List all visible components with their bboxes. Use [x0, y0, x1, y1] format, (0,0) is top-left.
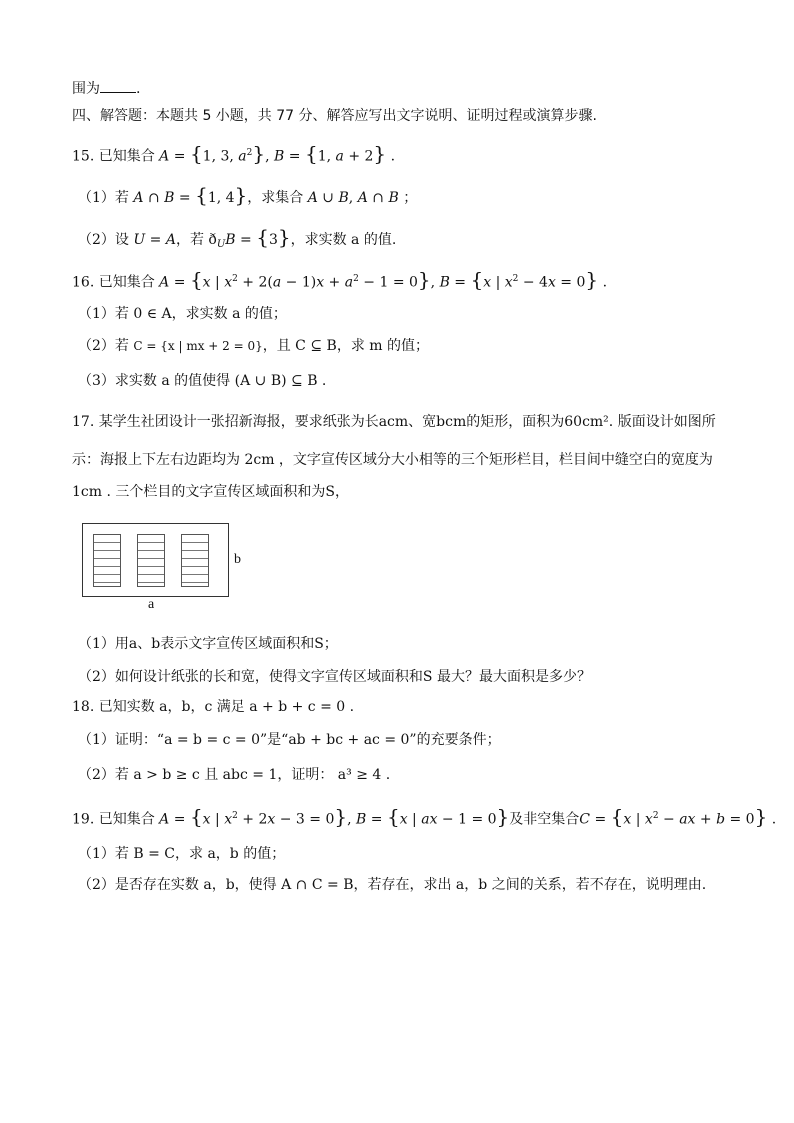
q15-part2-label: （2）设	[78, 232, 129, 248]
poster-diagram	[82, 523, 229, 597]
q17-line2: 示：海报上下左右边距均为 2cm ，文字宣传区域分大小相等的三个矩形栏目，栏目间中缝空白的宽度为	[72, 452, 713, 468]
q16-part3-expr: (A ∪ B) ⊆ B .	[234, 373, 327, 389]
poster-column-1	[93, 534, 121, 587]
q16-stem: 16. 已知集合 A = {x | $x^2 + 2(a - 1)x + a^2 - 1 = 0$}, B = {x | $x^2 - 4x = 0$} .	[72, 267, 608, 292]
q15-part1-text: ，求集合	[247, 190, 304, 206]
q15-part2-text: ，求实数 a 的值.	[290, 232, 397, 248]
prev-question-text: 围为	[72, 81, 100, 97]
q15-part1: （1）若 A ∩ B = {1, 4}，求集合 A ∪ B, A ∩ B ；	[78, 183, 418, 207]
q16-part3-label: （3）求实数 a 的值使得	[78, 373, 231, 389]
q16-part2	[78, 336, 429, 356]
section-heading: 四、解答题：本题共 5 小题，共 77 分、解答应写出文字说明、证明过程或演算步骤.	[72, 108, 597, 124]
q17-line1: 17. 某学生社团设计一张招新海报，要求纸张为长acm、宽bcm的矩形，面积为60cm². 版面设计如图所	[72, 414, 716, 430]
q15-part2-mid: ，若	[175, 232, 204, 248]
q15-stem: 15. 已知集合 A = {1, 3, $a^2$}, B = {1, a + 2} .	[72, 141, 396, 166]
q17-line3: 1cm . 三个栏目的文字宣传区域面积和为S，	[72, 484, 349, 500]
q19-part2: （2）是否存在实数 a，b，使得 A ∩ C = B，若存在，求出 a，b 之间的关系，若不存在，说明理由.	[78, 877, 707, 893]
q18-stem: 18. 已知实数 a，b，c 满足 a + b + c = 0 .	[72, 699, 355, 715]
poster-column-3	[181, 534, 209, 587]
q16-stem-label: 16. 已知集合	[72, 274, 155, 291]
q16-part2-text: ，且 C ⊆ B，求 m 的值；	[262, 338, 429, 354]
q16-part1: （1）若 0 ∈ A，求实数 a 的值；	[78, 306, 287, 322]
q17-part1: （1）用a、b表示文字宣传区域面积和S；	[78, 636, 338, 652]
q17-part2: （2）如何设计纸张的长和宽，使得文字宣传区域面积和S 最大？最大面积是多少？	[78, 669, 591, 685]
diagram-label-a: a	[148, 597, 155, 612]
prev-question-fragment: 围为 .	[72, 78, 140, 99]
q19-stem: 19. 已知集合 A = {x | $x^2 + 2x - 3 = 0$}, B = {x | ax − 1 = 0}及非空集合C = {x | $x^2$ − ax + b = 0} .	[72, 804, 777, 829]
q15-part2: （2）设 U = A，若 $ð_UB = \{3\}$，求实数 a 的值.	[78, 225, 397, 250]
answer-blank[interactable]	[100, 78, 136, 93]
q19-stem-mid: 及非空集合	[509, 811, 580, 828]
q18-part2: （2）若 a > b ≥ c 且 abc = 1，证明： a³ ≥ 4 .	[78, 767, 391, 783]
q18-part1: （1）证明：“a = b = c = 0”是“ab + bc + ac = 0”的充要条件；	[78, 732, 501, 748]
q15-part1-label: （1）若	[78, 190, 129, 206]
q16-part2-set: C = {x | mx + 2 = 0}	[133, 339, 263, 353]
poster-column-2	[137, 534, 165, 587]
diagram-label-b: b	[234, 552, 241, 567]
q16-part2-label: （2）若	[78, 338, 129, 354]
q15-stem-label: 15. 已知集合	[72, 148, 155, 165]
q16-part3	[78, 371, 326, 391]
q19-part1: （1）若 B = C，求 a，b 的值；	[78, 846, 286, 862]
q19-stem-label: 19. 已知集合	[72, 811, 155, 828]
